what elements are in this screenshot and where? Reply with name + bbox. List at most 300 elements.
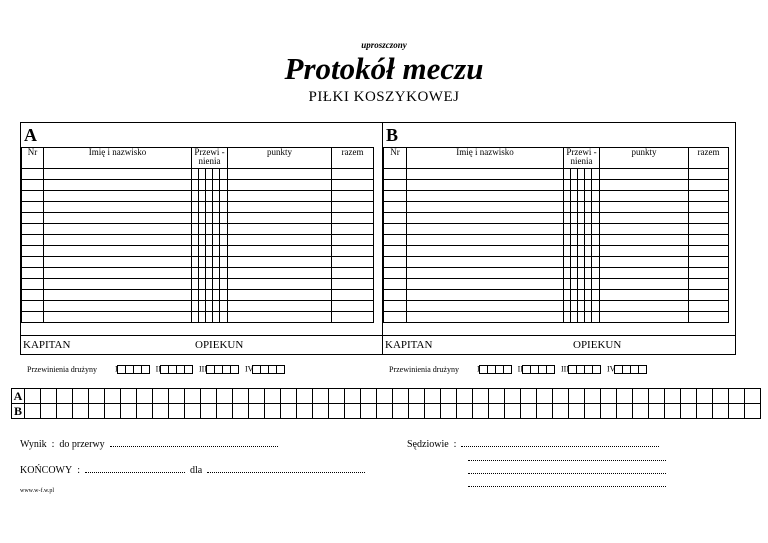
player-cell[interactable] [592, 257, 600, 268]
player-cell[interactable] [407, 191, 564, 202]
player-cell[interactable] [689, 180, 729, 191]
player-cell[interactable] [213, 169, 220, 180]
player-cell[interactable] [592, 169, 600, 180]
score-cell[interactable] [185, 389, 201, 404]
player-cell[interactable] [228, 301, 332, 312]
player-cell[interactable] [600, 213, 689, 224]
score-cell[interactable] [633, 404, 649, 419]
player-cell[interactable] [332, 246, 374, 257]
player-cell[interactable] [44, 279, 192, 290]
player-cell[interactable] [384, 213, 407, 224]
player-cell[interactable] [689, 301, 729, 312]
player-cell[interactable] [199, 224, 206, 235]
score-cell[interactable] [585, 389, 601, 404]
score-cell[interactable] [153, 389, 169, 404]
player-cell[interactable] [689, 202, 729, 213]
score-cell[interactable] [345, 389, 361, 404]
score-cell[interactable] [105, 389, 121, 404]
team-foul-box[interactable] [503, 365, 512, 374]
player-cell[interactable] [600, 301, 689, 312]
player-cell[interactable] [564, 169, 571, 180]
player-cell[interactable] [22, 312, 44, 323]
player-cell[interactable] [228, 257, 332, 268]
score-cell[interactable] [345, 404, 361, 419]
score-cell[interactable] [393, 404, 409, 419]
score-cell[interactable] [41, 389, 57, 404]
score-cell[interactable] [441, 404, 457, 419]
player-cell[interactable] [44, 169, 192, 180]
player-cell[interactable] [213, 290, 220, 301]
player-cell[interactable] [585, 235, 592, 246]
player-cell[interactable] [332, 202, 374, 213]
player-cell[interactable] [592, 202, 600, 213]
player-cell[interactable] [689, 169, 729, 180]
score-cell[interactable] [89, 404, 105, 419]
score-cell[interactable] [217, 404, 233, 419]
score-cell[interactable] [297, 404, 313, 419]
player-cell[interactable] [22, 257, 44, 268]
player-cell[interactable] [206, 257, 213, 268]
player-cell[interactable] [220, 169, 228, 180]
player-cell[interactable] [213, 202, 220, 213]
score-cell[interactable] [377, 404, 393, 419]
score-cell[interactable] [249, 389, 265, 404]
score-cell[interactable] [553, 404, 569, 419]
score-cell[interactable] [169, 389, 185, 404]
player-cell[interactable] [571, 257, 578, 268]
player-cell[interactable] [578, 312, 585, 323]
score-cell[interactable] [697, 404, 713, 419]
player-cell[interactable] [192, 235, 199, 246]
player-cell[interactable] [220, 301, 228, 312]
player-cell[interactable] [332, 301, 374, 312]
player-cell[interactable] [220, 224, 228, 235]
player-cell[interactable] [689, 279, 729, 290]
player-cell[interactable] [384, 246, 407, 257]
player-cell[interactable] [585, 301, 592, 312]
score-cell[interactable] [473, 389, 489, 404]
player-cell[interactable] [592, 180, 600, 191]
player-cell[interactable] [592, 290, 600, 301]
score-cell[interactable] [377, 389, 393, 404]
score-cell[interactable] [249, 404, 265, 419]
player-cell[interactable] [689, 224, 729, 235]
score-cell[interactable] [553, 389, 569, 404]
score-cell[interactable] [201, 389, 217, 404]
winner-field[interactable] [207, 464, 365, 473]
referee-4-field[interactable] [468, 478, 666, 487]
player-cell[interactable] [228, 290, 332, 301]
score-cell[interactable] [281, 389, 297, 404]
player-cell[interactable] [571, 312, 578, 323]
player-cell[interactable] [44, 301, 192, 312]
player-cell[interactable] [199, 301, 206, 312]
team-foul-box[interactable] [592, 365, 601, 374]
score-cell[interactable] [585, 404, 601, 419]
player-cell[interactable] [44, 213, 192, 224]
player-cell[interactable] [206, 268, 213, 279]
player-cell[interactable] [578, 224, 585, 235]
score-cell[interactable] [297, 389, 313, 404]
player-cell[interactable] [600, 191, 689, 202]
player-cell[interactable] [332, 224, 374, 235]
score-cell[interactable] [409, 389, 425, 404]
score-cell[interactable] [201, 404, 217, 419]
player-cell[interactable] [228, 169, 332, 180]
player-cell[interactable] [220, 279, 228, 290]
player-cell[interactable] [571, 224, 578, 235]
player-cell[interactable] [407, 268, 564, 279]
player-cell[interactable] [407, 235, 564, 246]
player-cell[interactable] [407, 301, 564, 312]
player-cell[interactable] [199, 213, 206, 224]
score-cell[interactable] [233, 389, 249, 404]
player-cell[interactable] [192, 312, 199, 323]
player-cell[interactable] [578, 202, 585, 213]
player-cell[interactable] [578, 290, 585, 301]
player-cell[interactable] [585, 268, 592, 279]
player-cell[interactable] [564, 312, 571, 323]
score-cell[interactable] [361, 404, 377, 419]
score-cell[interactable] [217, 389, 233, 404]
score-cell[interactable] [681, 404, 697, 419]
player-cell[interactable] [220, 268, 228, 279]
player-cell[interactable] [206, 279, 213, 290]
player-cell[interactable] [22, 290, 44, 301]
player-cell[interactable] [564, 268, 571, 279]
player-cell[interactable] [407, 180, 564, 191]
player-cell[interactable] [564, 301, 571, 312]
player-cell[interactable] [564, 191, 571, 202]
score-cell[interactable] [537, 389, 553, 404]
player-cell[interactable] [578, 213, 585, 224]
player-cell[interactable] [689, 268, 729, 279]
player-cell[interactable] [220, 213, 228, 224]
player-cell[interactable] [199, 257, 206, 268]
score-cell[interactable] [633, 389, 649, 404]
player-cell[interactable] [206, 290, 213, 301]
score-cell[interactable] [73, 404, 89, 419]
player-cell[interactable] [213, 279, 220, 290]
player-cell[interactable] [206, 202, 213, 213]
player-cell[interactable] [585, 290, 592, 301]
score-cell[interactable] [489, 389, 505, 404]
player-cell[interactable] [332, 290, 374, 301]
player-cell[interactable] [600, 235, 689, 246]
score-cell[interactable] [745, 389, 761, 404]
player-cell[interactable] [407, 257, 564, 268]
player-cell[interactable] [578, 191, 585, 202]
player-cell[interactable] [689, 290, 729, 301]
score-cell[interactable] [569, 389, 585, 404]
player-cell[interactable] [407, 202, 564, 213]
player-cell[interactable] [22, 235, 44, 246]
player-cell[interactable] [571, 202, 578, 213]
player-cell[interactable] [578, 268, 585, 279]
score-cell[interactable] [697, 389, 713, 404]
score-cell[interactable] [681, 389, 697, 404]
player-cell[interactable] [332, 257, 374, 268]
score-cell[interactable] [233, 404, 249, 419]
player-cell[interactable] [213, 224, 220, 235]
referee-1-field[interactable] [461, 438, 659, 447]
player-cell[interactable] [384, 312, 407, 323]
player-cell[interactable] [600, 268, 689, 279]
player-cell[interactable] [578, 246, 585, 257]
player-cell[interactable] [206, 312, 213, 323]
score-cell[interactable] [649, 404, 665, 419]
player-cell[interactable] [407, 246, 564, 257]
team-foul-box[interactable] [230, 365, 239, 374]
final-score-field[interactable] [85, 464, 185, 473]
score-cell[interactable] [649, 389, 665, 404]
team-foul-box[interactable] [276, 365, 285, 374]
player-cell[interactable] [585, 202, 592, 213]
player-cell[interactable] [213, 235, 220, 246]
score-cell[interactable] [617, 389, 633, 404]
player-cell[interactable] [571, 268, 578, 279]
player-cell[interactable] [564, 202, 571, 213]
player-cell[interactable] [578, 180, 585, 191]
score-cell[interactable] [713, 404, 729, 419]
player-cell[interactable] [228, 279, 332, 290]
player-cell[interactable] [206, 169, 213, 180]
score-cell[interactable] [329, 389, 345, 404]
player-cell[interactable] [578, 235, 585, 246]
player-cell[interactable] [332, 180, 374, 191]
player-cell[interactable] [22, 224, 44, 235]
score-cell[interactable] [137, 404, 153, 419]
player-cell[interactable] [213, 213, 220, 224]
player-cell[interactable] [220, 235, 228, 246]
player-cell[interactable] [689, 213, 729, 224]
player-cell[interactable] [592, 246, 600, 257]
player-cell[interactable] [600, 169, 689, 180]
player-cell[interactable] [571, 191, 578, 202]
player-cell[interactable] [228, 246, 332, 257]
player-cell[interactable] [585, 257, 592, 268]
player-cell[interactable] [192, 290, 199, 301]
player-cell[interactable] [600, 290, 689, 301]
player-cell[interactable] [22, 213, 44, 224]
player-cell[interactable] [384, 235, 407, 246]
team-foul-box[interactable] [141, 365, 150, 374]
score-cell[interactable] [665, 389, 681, 404]
score-cell[interactable] [393, 389, 409, 404]
score-cell[interactable] [617, 404, 633, 419]
player-cell[interactable] [192, 213, 199, 224]
player-cell[interactable] [384, 224, 407, 235]
player-cell[interactable] [22, 268, 44, 279]
player-cell[interactable] [44, 180, 192, 191]
score-cell[interactable] [121, 389, 137, 404]
player-cell[interactable] [384, 191, 407, 202]
player-cell[interactable] [220, 180, 228, 191]
score-cell[interactable] [713, 389, 729, 404]
score-cell[interactable] [489, 404, 505, 419]
score-cell[interactable] [265, 389, 281, 404]
player-cell[interactable] [384, 301, 407, 312]
player-cell[interactable] [199, 279, 206, 290]
player-cell[interactable] [206, 224, 213, 235]
score-cell[interactable] [601, 389, 617, 404]
score-cell[interactable] [457, 404, 473, 419]
score-cell[interactable] [57, 389, 73, 404]
player-cell[interactable] [578, 279, 585, 290]
player-cell[interactable] [220, 312, 228, 323]
score-cell[interactable] [665, 404, 681, 419]
player-cell[interactable] [571, 180, 578, 191]
player-cell[interactable] [571, 290, 578, 301]
player-cell[interactable] [585, 246, 592, 257]
score-cell[interactable] [361, 389, 377, 404]
player-cell[interactable] [600, 246, 689, 257]
team-foul-box[interactable] [184, 365, 193, 374]
player-cell[interactable] [578, 169, 585, 180]
player-cell[interactable] [206, 301, 213, 312]
player-cell[interactable] [407, 312, 564, 323]
player-cell[interactable] [585, 224, 592, 235]
score-cell[interactable] [169, 404, 185, 419]
player-cell[interactable] [407, 169, 564, 180]
player-cell[interactable] [600, 257, 689, 268]
player-cell[interactable] [571, 169, 578, 180]
score-cell[interactable] [25, 389, 41, 404]
score-cell[interactable] [153, 404, 169, 419]
halftime-field[interactable] [110, 438, 278, 447]
player-cell[interactable] [22, 191, 44, 202]
referee-2-field[interactable] [468, 452, 666, 461]
score-cell[interactable] [441, 389, 457, 404]
player-cell[interactable] [600, 180, 689, 191]
player-cell[interactable] [384, 290, 407, 301]
player-cell[interactable] [564, 257, 571, 268]
player-cell[interactable] [22, 180, 44, 191]
player-cell[interactable] [44, 246, 192, 257]
player-cell[interactable] [592, 279, 600, 290]
player-cell[interactable] [228, 202, 332, 213]
score-cell[interactable] [57, 404, 73, 419]
player-cell[interactable] [585, 180, 592, 191]
player-cell[interactable] [213, 268, 220, 279]
player-cell[interactable] [22, 301, 44, 312]
score-cell[interactable] [521, 404, 537, 419]
player-cell[interactable] [384, 279, 407, 290]
player-cell[interactable] [332, 312, 374, 323]
player-cell[interactable] [585, 279, 592, 290]
player-cell[interactable] [384, 202, 407, 213]
player-cell[interactable] [228, 191, 332, 202]
player-cell[interactable] [689, 312, 729, 323]
player-cell[interactable] [571, 301, 578, 312]
score-cell[interactable] [473, 404, 489, 419]
player-cell[interactable] [592, 224, 600, 235]
player-cell[interactable] [407, 213, 564, 224]
player-cell[interactable] [384, 180, 407, 191]
score-cell[interactable] [121, 404, 137, 419]
player-cell[interactable] [585, 191, 592, 202]
player-cell[interactable] [192, 246, 199, 257]
player-cell[interactable] [22, 202, 44, 213]
player-cell[interactable] [564, 290, 571, 301]
player-cell[interactable] [578, 301, 585, 312]
score-cell[interactable] [729, 404, 745, 419]
score-cell[interactable] [537, 404, 553, 419]
player-cell[interactable] [332, 279, 374, 290]
player-cell[interactable] [228, 224, 332, 235]
player-cell[interactable] [220, 202, 228, 213]
player-cell[interactable] [571, 246, 578, 257]
score-cell[interactable] [265, 404, 281, 419]
player-cell[interactable] [600, 312, 689, 323]
player-cell[interactable] [228, 180, 332, 191]
score-cell[interactable] [505, 404, 521, 419]
player-cell[interactable] [199, 246, 206, 257]
player-cell[interactable] [206, 235, 213, 246]
player-cell[interactable] [600, 202, 689, 213]
player-cell[interactable] [192, 257, 199, 268]
player-cell[interactable] [228, 235, 332, 246]
player-cell[interactable] [199, 169, 206, 180]
player-cell[interactable] [585, 169, 592, 180]
player-cell[interactable] [384, 257, 407, 268]
player-cell[interactable] [600, 279, 689, 290]
player-cell[interactable] [199, 235, 206, 246]
score-cell[interactable] [729, 389, 745, 404]
player-cell[interactable] [564, 180, 571, 191]
player-cell[interactable] [206, 213, 213, 224]
player-cell[interactable] [44, 202, 192, 213]
player-cell[interactable] [206, 180, 213, 191]
score-cell[interactable] [281, 404, 297, 419]
referee-3-field[interactable] [468, 465, 666, 474]
score-cell[interactable] [521, 389, 537, 404]
player-cell[interactable] [585, 213, 592, 224]
score-cell[interactable] [105, 404, 121, 419]
player-cell[interactable] [213, 312, 220, 323]
player-cell[interactable] [44, 257, 192, 268]
team-foul-box[interactable] [638, 365, 647, 374]
score-cell[interactable] [313, 404, 329, 419]
player-cell[interactable] [564, 279, 571, 290]
player-cell[interactable] [564, 224, 571, 235]
score-cell[interactable] [425, 389, 441, 404]
player-cell[interactable] [592, 301, 600, 312]
player-cell[interactable] [407, 290, 564, 301]
player-cell[interactable] [332, 213, 374, 224]
player-cell[interactable] [571, 235, 578, 246]
player-cell[interactable] [44, 290, 192, 301]
player-cell[interactable] [564, 213, 571, 224]
player-cell[interactable] [192, 180, 199, 191]
player-cell[interactable] [192, 301, 199, 312]
score-cell[interactable] [601, 404, 617, 419]
player-cell[interactable] [192, 169, 199, 180]
player-cell[interactable] [600, 224, 689, 235]
player-cell[interactable] [592, 213, 600, 224]
player-cell[interactable] [689, 191, 729, 202]
player-cell[interactable] [192, 279, 199, 290]
player-cell[interactable] [22, 169, 44, 180]
player-cell[interactable] [332, 169, 374, 180]
player-cell[interactable] [564, 246, 571, 257]
player-cell[interactable] [22, 279, 44, 290]
score-cell[interactable] [425, 404, 441, 419]
score-cell[interactable] [185, 404, 201, 419]
player-cell[interactable] [22, 246, 44, 257]
player-cell[interactable] [220, 191, 228, 202]
player-cell[interactable] [206, 191, 213, 202]
